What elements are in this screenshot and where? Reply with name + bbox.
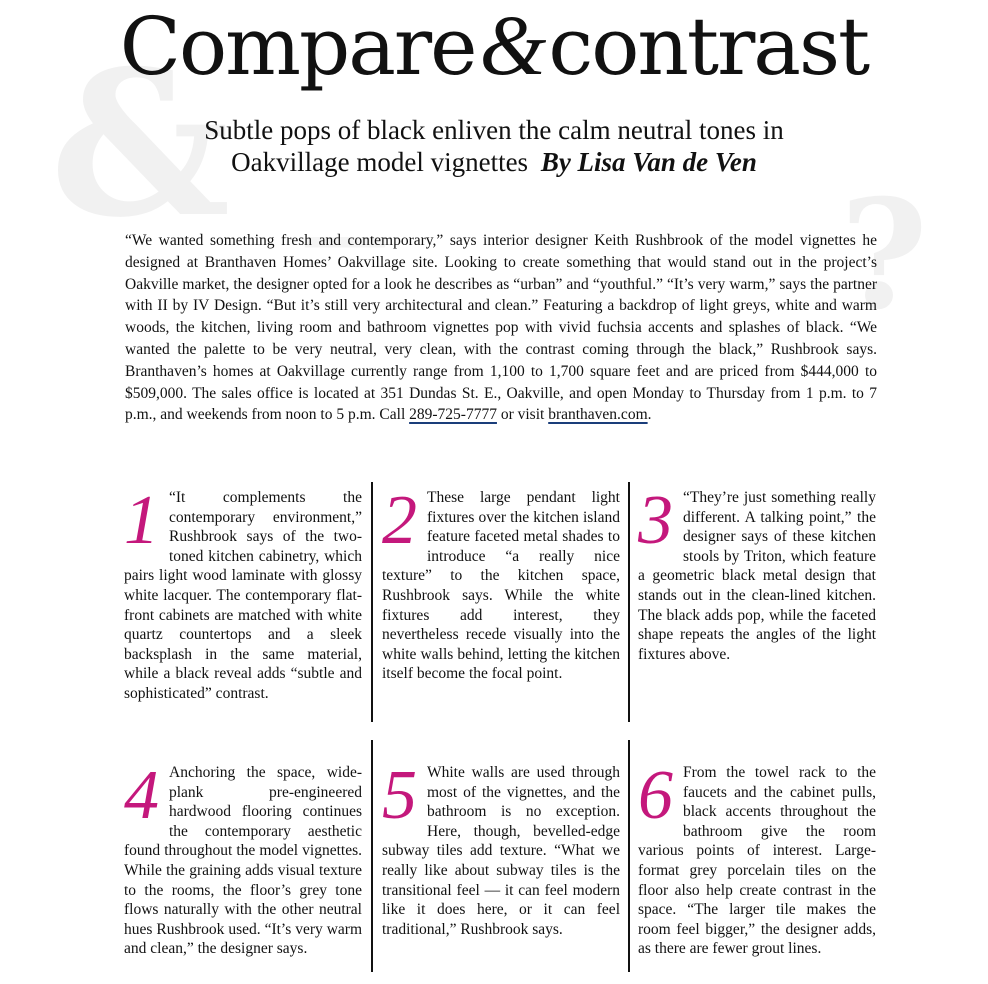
- tip-number: 4: [124, 757, 159, 834]
- tip-text: From the towel rack to the faucets and the cabinet pulls, black accents throughout the bathroom give the room various points of interest. Large-format grey porcelain tiles on the floor also help create contrast in the space. “The larger tile makes the room feel bigger,” the designer adds, as there are fewer grout lines.: [638, 764, 876, 958]
- intro-or-visit: or visit: [500, 406, 545, 424]
- website-link[interactable]: branthaven.com: [548, 406, 648, 424]
- background-ghost-letter: &: [50, 27, 231, 262]
- tip-text: “It complements the contemporary environment,” Rushbrook says of the two-toned kitchen cabinetry, which pairs light wood laminate with glossy white lacquer. The contemporary flat-front cabinets are matched with white quartz countertops and a sleek backsplash in the same material, while a black reveal adds “subtle and sophisticated” contrast.: [124, 489, 362, 702]
- tip-number: 2: [382, 482, 417, 559]
- deck: [150, 114, 838, 178]
- background-ghost-letter: —: [300, 182, 390, 288]
- column-divider: [628, 482, 630, 722]
- intro-body: “We wanted something fresh and contemporary,” says interior designer Keith Rushbrook of the model vignettes he designed at Branthaven Homes’ Oakvillage site. Looking to create something that would stand out in the project’s Oakville market, the designer opted for a look he describes as “urban” and “youthful.” “It’s very warm,” says the partner with II by IV Design. “But it’s still very architectural and clean.” Featuring a backdrop of light greys, white and warm woods, the kitchen, living room and bathroom vignettes pop with vivid fuchsia accents and splashes of black. “We wanted the palette to be very neutral, very clean, with the contrast coming through the black,” Rushbrook says. Branthaven’s homes at Oakvillage currently range from 1,100 to 1,700 square feet and are priced from $444,000 to $509,000. The sales office is located at 351 Dundas St. E., Oakville, and open Monday to Thursday from 1 p.m. to 7 p.m., and weekends from noon to 5 p.m. Call: [125, 232, 877, 424]
- tip-1: [124, 482, 362, 704]
- deck-text: Subtle pops of black enliven the calm neutral tones in Oakvillage model vignettes: [204, 115, 784, 177]
- headline-ampersand: &: [479, 0, 545, 93]
- tip-6: [638, 757, 876, 959]
- tip-text: Anchoring the space, wide-plank pre-engineered hardwood flooring continues the contemporary aesthetic found throughout the model vignettes. While the graining adds visual texture to the rooms, the floor’s grey tone flows naturally with the other neutral hues Rushbrook used. “It’s very warm and clean,” the designer says.: [124, 764, 362, 958]
- intro-paragraph: [125, 230, 877, 426]
- column-divider: [371, 482, 373, 722]
- headline: [0, 0, 988, 93]
- headline-part2: contrast: [548, 0, 869, 93]
- tip-number: 5: [382, 757, 417, 834]
- intro-end: .: [647, 406, 652, 424]
- tip-3: [638, 482, 876, 664]
- byline: By Lisa Van de Ven: [540, 147, 757, 177]
- tip-5: [382, 757, 620, 939]
- column-divider: [628, 740, 630, 972]
- tip-text: “They’re just something really different. A talking point,” the designer says of these kitchen stools by Triton, which feature a geometric black metal design that stands out in the clean-lined kitchen. The black adds pop, while the faceted shape repeats the angles of the light fixtures above.: [638, 489, 876, 663]
- background-ghost-letter: ?: [840, 167, 928, 343]
- tip-number: 6: [638, 757, 673, 834]
- tip-4: [124, 757, 362, 959]
- tip-2: [382, 482, 620, 684]
- column-divider: [371, 740, 373, 972]
- headline-part1: Compare: [119, 0, 476, 93]
- tip-text: These large pendant light fixtures over the kitchen island feature faceted metal shades to introduce “a really nice texture” to the kitchen space, Rushbrook says. While the white fixtures add interest, they nevertheless recede visually into the white walls behind, letting the kitchen itself become the focal point.: [382, 489, 620, 683]
- tip-number: 1: [124, 482, 159, 559]
- tip-text: White walls are used through most of the vignettes, and the bathroom is no exception. Here, though, bevelled-edge subway tiles add texture. “What we really like about subway tiles is the transitional feel — it can feel modern like it does here, or it can feel traditional,” Rushbrook says.: [382, 764, 620, 938]
- tip-number: 3: [638, 482, 673, 559]
- phone-link[interactable]: 289-725-7777: [409, 406, 497, 424]
